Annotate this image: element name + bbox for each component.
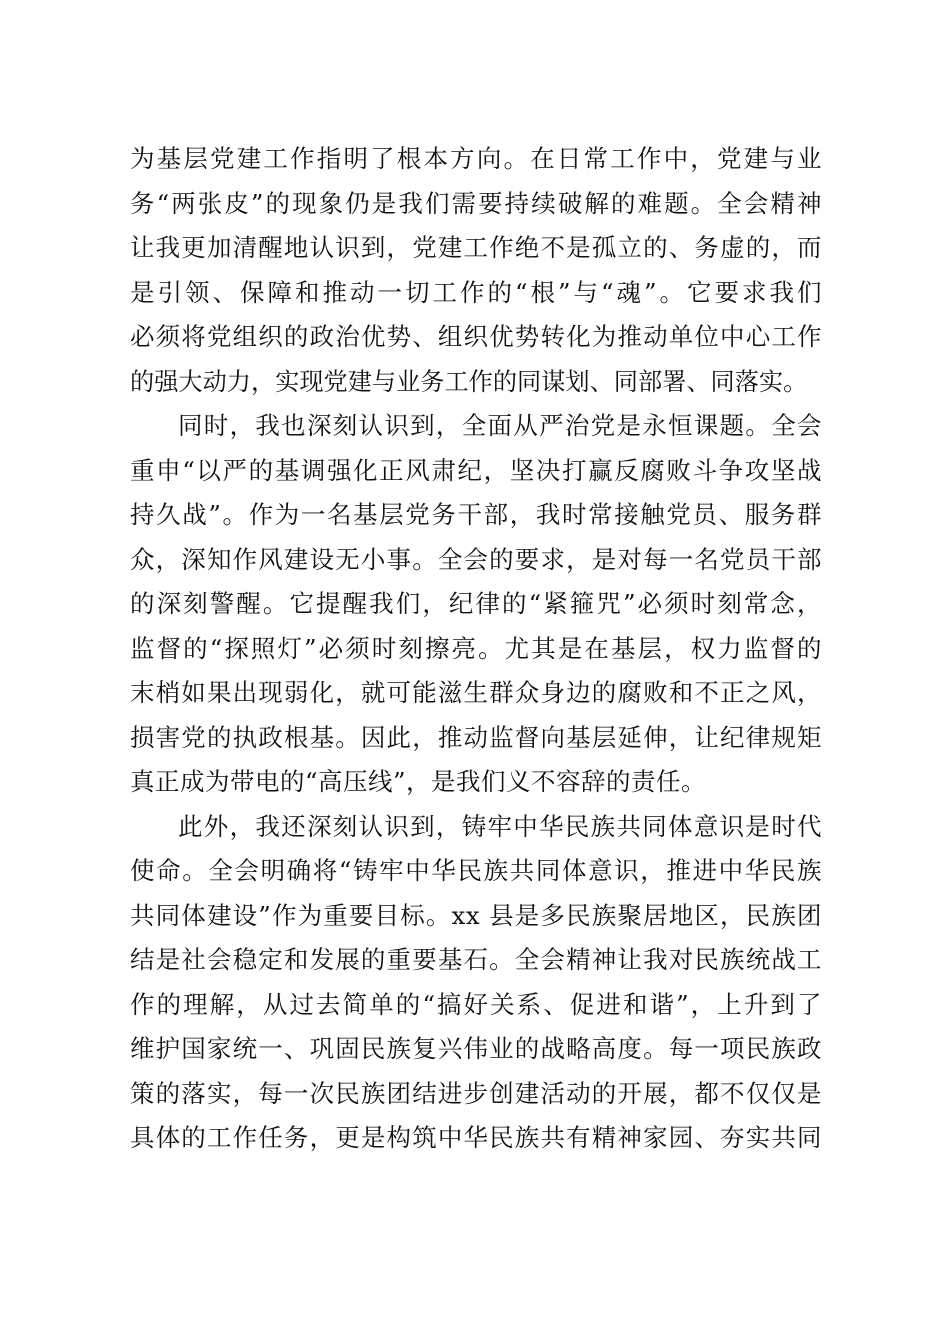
text-line: 具体的工作任务，更是构筑中华民族共有精神家园、夯实共同 (130, 1123, 822, 1152)
text-line: 为基层党建工作指明了根本方向。在日常工作中，党建与业 (130, 144, 822, 173)
text-line: 维护国家统一、巩固民族复兴伟业的战略高度。每一项民族政 (130, 1034, 822, 1063)
text-line: 末梢如果出现弱化，就可能滋生群众身边的腐败和不正之风， (130, 678, 822, 707)
paragraph-start-line: 同时，我也深刻认识到，全面从严治党是永恒课题。全会 (178, 411, 822, 440)
text-line: 共同体建设”作为重要目标。xx 县是多民族聚居地区，民族团 (130, 900, 822, 930)
text-line: 让我更加清醒地认识到，党建工作绝不是孤立的、务虚的，而 (130, 233, 822, 262)
text-line: 作的理解，从过去简单的“搞好关系、促进和谐”，上升到了 (130, 989, 822, 1019)
text-line: 策的落实，每一次民族团结进步创建活动的开展，都不仅仅是 (130, 1078, 822, 1108)
text-line: 众，深知作风建设无小事。全会的要求，是对每一名党员干部 (130, 544, 822, 574)
text-line: 监督的“探照灯”必须时刻擦亮。尤其是在基层，权力监督的 (130, 633, 822, 663)
paragraph-start-line: 此外，我还深刻认识到，铸牢中华民族共同体意识是时代 (178, 811, 822, 841)
text-line: 的强大动力，实现党建与业务工作的同谋划、同部署、同落实。 (130, 367, 808, 396)
text-line: 结是社会稳定和发展的重要基石。全会精神让我对民族统战工 (130, 945, 822, 974)
text-line: 的深刻警醒。它提醒我们，纪律的“紧箍咒”必须时刻常念， (130, 589, 822, 618)
text-line: 务“两张皮”的现象仍是我们需要持续破解的难题。全会精神 (130, 188, 822, 218)
text-line: 真正成为带电的“高压线”，是我们义不容辞的责任。 (130, 767, 707, 796)
text-line: 是引领、保障和推动一切工作的“根”与“魂”。它要求我们 (130, 277, 822, 307)
body-text (130, 137, 822, 1161)
text-line: 损害党的执政根基。因此，推动监督向基层延伸，让纪律规矩 (130, 722, 822, 752)
text-line: 必须将党组织的政治优势、组织优势转化为推动单位中心工作 (130, 322, 822, 351)
text-line: 使命。全会明确将“铸牢中华民族共同体意识，推进中华民族 (130, 856, 822, 885)
text-line: 持久战”。作为一名基层党务干部，我时常接触党员、服务群 (130, 500, 822, 529)
text-line: 重申“以严的基调强化正风肃纪，坚决打赢反腐败斗争攻坚战 (130, 455, 822, 485)
